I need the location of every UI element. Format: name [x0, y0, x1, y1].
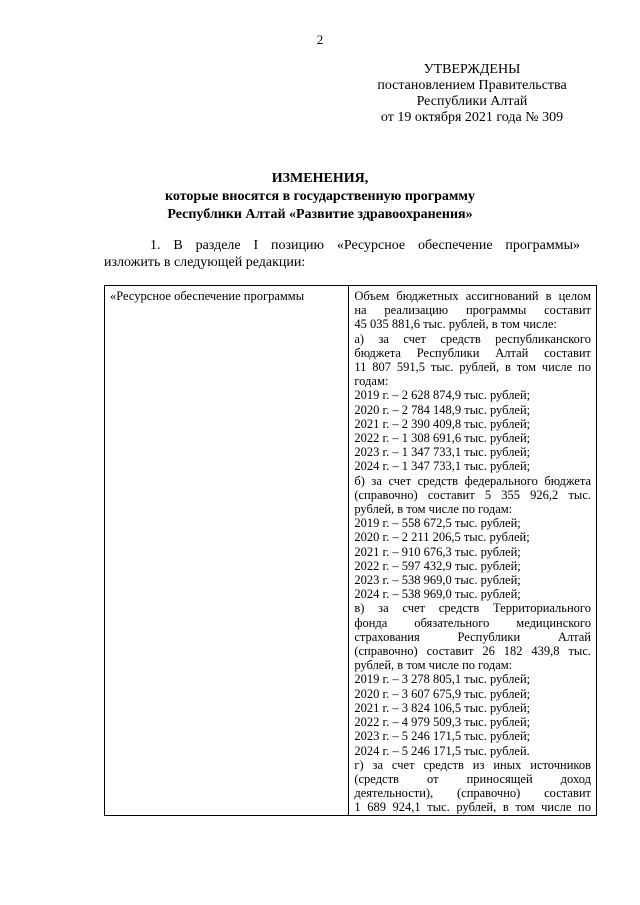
approval-heading: УТВЕРЖДЕНЫ	[423, 62, 521, 77]
table-text-line: деятельности), (справочно) составит	[354, 786, 591, 801]
table-text-line: 45 035 881,6 тыс. рублей, в том числе:	[354, 317, 557, 332]
title-line-3: Республики Алтай «Развитие здравоохранения»	[167, 207, 473, 222]
table-text-line: 2021 г. – 910 676,3 тыс. рублей;	[354, 544, 521, 559]
table-text-line: 2022 г. – 4 979 509,3 тыс. рублей;	[354, 715, 531, 730]
table-text-line: 2023 г. – 5 246 171,5 тыс. рублей;	[354, 729, 531, 744]
table-text-line: 2020 г. – 3 607 675,9 тыс. рублей;	[354, 686, 531, 701]
table-text-line: фонда обязательного медицинского	[354, 615, 591, 630]
table-text-line: 2022 г. – 597 432,9 тыс. рублей;	[354, 558, 521, 573]
table-text-line: 2020 г. – 2 211 206,5 тыс. рублей;	[354, 530, 530, 545]
page-number: 2	[316, 32, 324, 47]
position-label: «Ресурсное обеспечение программы	[110, 289, 305, 303]
table-text-line: рублей, в том числе по годам:	[354, 658, 513, 673]
table-text-line: 2023 г. – 538 969,0 тыс. рублей;	[354, 573, 521, 588]
table-text-line: 1 689 924,1 тыс. рублей, в том числе по	[354, 800, 591, 815]
document-title	[60, 170, 580, 224]
intro-line-2: изложить в следующей редакции:	[104, 255, 306, 270]
approval-republic: Республики Алтай	[416, 94, 528, 109]
intro-line-1: 1. В разделе I позицию «Ресурсное обеспечение программы»	[150, 238, 580, 253]
table-text-line: 2019 г. – 3 278 805,1 тыс. рублей;	[354, 672, 531, 687]
table-text-line: 2021 г. – 2 390 409,8 тыс. рублей;	[354, 416, 531, 431]
approval-stamp	[372, 62, 572, 126]
approval-date: от 19 октября 2021 года № 309	[380, 110, 564, 125]
page-bottom-margin	[104, 860, 597, 905]
table-row	[105, 286, 597, 816]
table-text-line: рублей, в том числе по годам:	[354, 502, 513, 517]
table-text-line: 11 807 591,5 тыс. рублей, в том числе по	[354, 360, 591, 375]
table-text-line: годам:	[354, 374, 389, 389]
title-line-2: которые вносятся в государственную программу	[165, 189, 475, 204]
intro-paragraph	[104, 237, 580, 271]
table-text-line: (справочно) составит 5 355 926,2 тыс.	[354, 487, 591, 502]
table-text-line: 2020 г. – 2 784 148,9 тыс. рублей;	[354, 402, 531, 417]
resource-table	[104, 285, 597, 816]
table-text-line: на реализацию программы составит	[354, 303, 591, 318]
table-text-line: б) за счет средств федерального бюджета	[354, 473, 591, 488]
table-text-line: в) за счет средств Территориального	[354, 601, 591, 616]
table-text-line: бюджета Республики Алтай составит	[354, 345, 591, 360]
table-text-line: г) за счет средств из иных источников	[354, 757, 591, 772]
table-text-line: страхования Республики Алтай	[354, 629, 591, 644]
table-text-line: 2024 г. – 538 969,0 тыс. рублей;	[354, 587, 521, 602]
table-text-line: а) за счет средств республиканского	[354, 331, 591, 346]
table-text-line: (справочно) составит 26 182 439,8 тыс.	[354, 644, 591, 659]
title-line-1: ИЗМЕНЕНИЯ,	[271, 171, 369, 186]
table-text-line: Объем бюджетных ассигнований в целом	[354, 289, 591, 303]
table-cell-content	[349, 286, 597, 816]
table-text-line: 2021 г. – 3 824 106,5 тыс. рублей;	[354, 700, 531, 715]
table-text-line: 2024 г. – 5 246 171,5 тыс. рублей.	[354, 743, 530, 758]
table-cell-label	[105, 286, 349, 816]
approval-by: постановлением Правительства	[377, 78, 567, 93]
table-text-line: 2024 г. – 1 347 733,1 тыс. рублей;	[354, 459, 531, 474]
table-text-line: 2019 г. – 558 672,5 тыс. рублей;	[354, 516, 521, 531]
table-text-line: (средств от приносящей доход	[354, 771, 591, 786]
table-text-line: 2022 г. – 1 308 691,6 тыс. рублей;	[354, 431, 531, 446]
table-text-line: 2023 г. – 1 347 733,1 тыс. рублей;	[354, 445, 531, 460]
table-text-line: 2019 г. – 2 628 874,9 тыс. рублей;	[354, 388, 531, 403]
